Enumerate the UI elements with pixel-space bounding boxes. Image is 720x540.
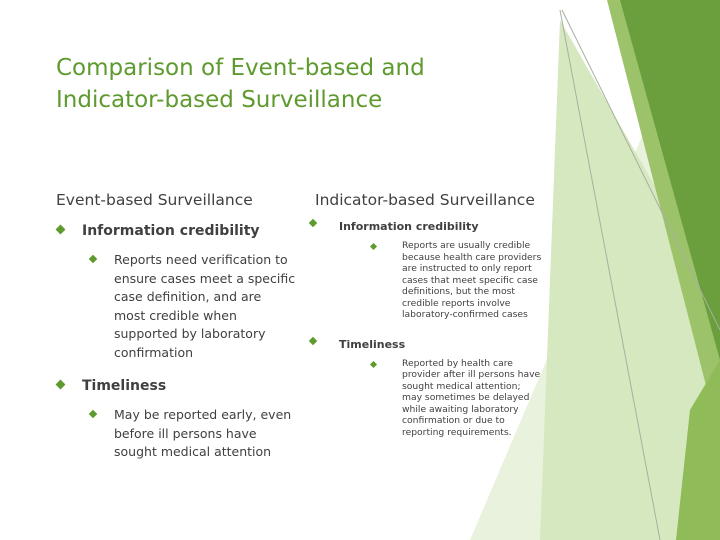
sub-item-text: Reported by health care provider after ill persons have sought medical attention; may sometimes be delayed while awaiting laboratory confirmation or due to reporting requirements. bbox=[402, 357, 541, 438]
list-item bbox=[56, 220, 296, 362]
sub-item-text: May be reported early, even before ill persons have sought medical attention bbox=[114, 407, 292, 459]
list-item bbox=[56, 375, 296, 462]
sub-list-item bbox=[89, 406, 296, 462]
diamond-bullet-icon bbox=[56, 225, 66, 235]
sub-list-item bbox=[370, 240, 542, 321]
diamond-bullet-icon bbox=[370, 360, 377, 367]
indicator-based-list bbox=[307, 215, 542, 450]
item-label: Timeliness bbox=[339, 337, 406, 351]
indicator-based-heading: Indicator-based Surveillance bbox=[315, 191, 535, 209]
slide-title: Comparison of Event-based and Indicator-based Surveillance bbox=[56, 55, 425, 113]
sub-list-item bbox=[370, 358, 542, 439]
list-item bbox=[307, 215, 542, 321]
item-label: Information credibility bbox=[82, 223, 260, 239]
diamond-bullet-icon bbox=[56, 380, 66, 390]
event-based-heading: Event-based Surveillance bbox=[56, 191, 253, 209]
item-label: Timeliness bbox=[82, 378, 167, 394]
event-based-list bbox=[56, 220, 296, 475]
sub-item-text: Reports are usually credible because health care providers are instructed to only report cases that meet specific case definitions, but the most credible reports involve laboratory-confirmed cases bbox=[402, 240, 542, 320]
diamond-bullet-icon bbox=[309, 336, 317, 344]
sub-list bbox=[89, 406, 296, 462]
sub-list-item bbox=[89, 251, 296, 362]
sub-item-text: Reports need verification to ensure cases meet a specific case definition, and are most credible when supported by laboratory confirmation bbox=[114, 252, 296, 360]
item-label: Information credibility bbox=[339, 220, 479, 233]
diamond-bullet-icon bbox=[309, 219, 317, 227]
diamond-bullet-icon bbox=[370, 243, 377, 250]
sub-list bbox=[370, 358, 542, 439]
diamond-bullet-icon bbox=[89, 410, 97, 418]
diamond-bullet-icon bbox=[89, 255, 97, 263]
list-item bbox=[307, 333, 542, 439]
sub-list bbox=[89, 251, 296, 362]
sub-list bbox=[370, 240, 542, 321]
